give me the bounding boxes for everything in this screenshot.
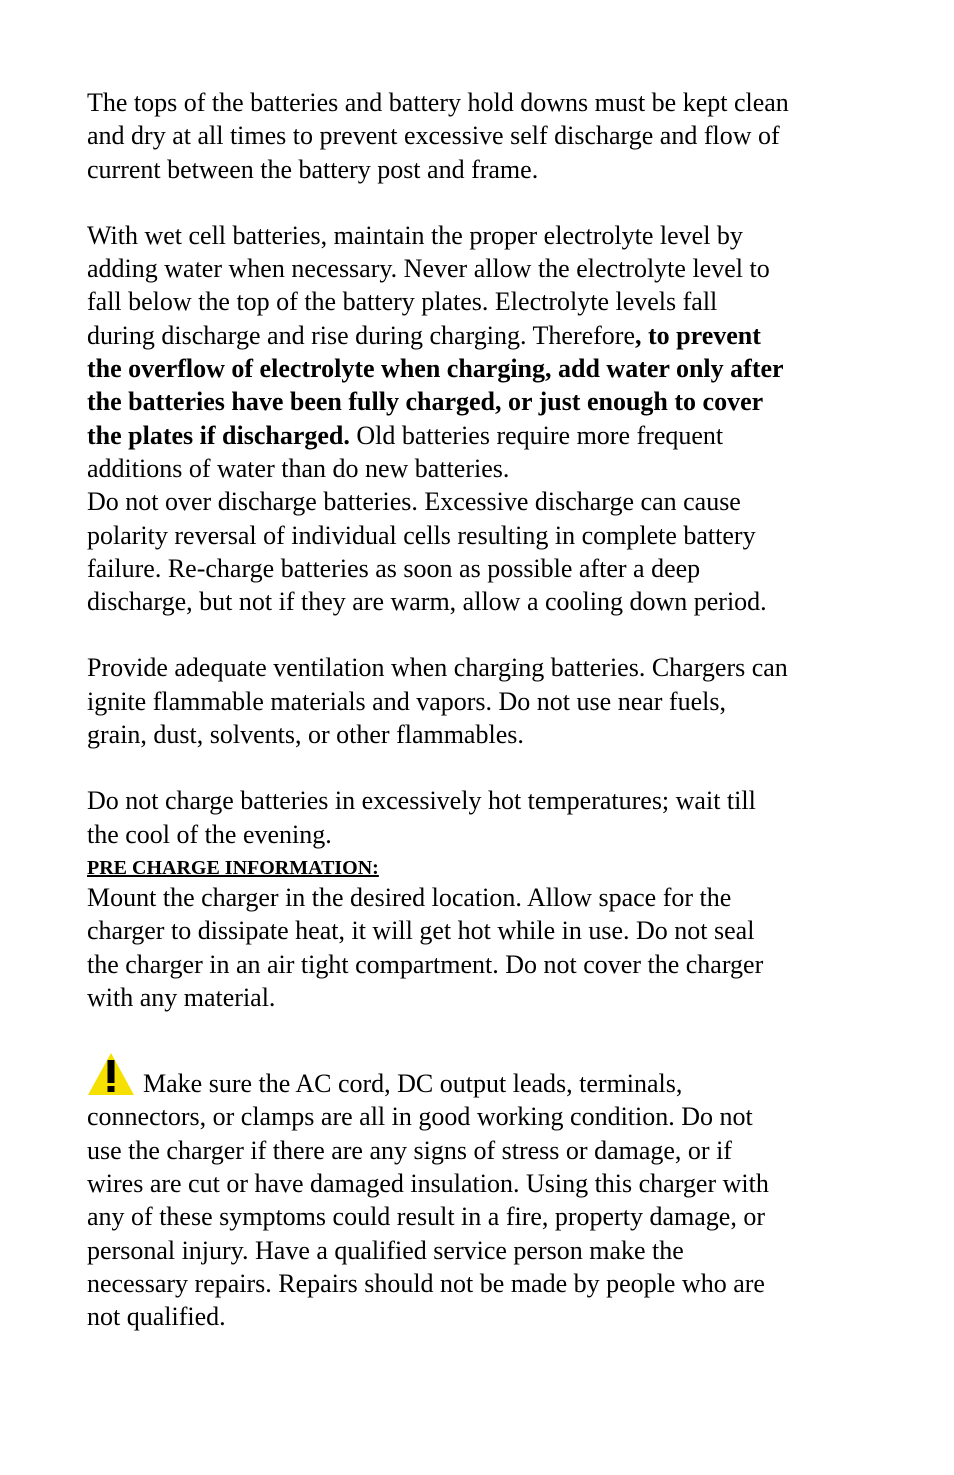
paragraph-spacer — [87, 186, 887, 219]
text-line: failure. Re-charge batteries as soon as possible after a deep — [87, 553, 701, 583]
paragraph-spacer — [87, 751, 887, 784]
text-line: connectors, or clamps are all in good working condition. Do not — [87, 1102, 753, 1132]
text-line: fall below the top of the battery plates. Electrolyte levels fall — [87, 287, 718, 317]
text-line: Mount the charger in the desired location. Allow space for the — [87, 882, 732, 912]
paragraph-over-discharge — [87, 485, 887, 618]
text-line: the charger in an air tight compartment. Do not cover the charger — [87, 949, 764, 979]
document-page — [87, 86, 887, 1334]
text-line: Provide adequate ventilation when charging batteries. Chargers can — [87, 653, 788, 683]
text-line: charger to dissipate heat, it will get hot while in use. Do not seal — [87, 916, 755, 946]
paragraph-spacer — [87, 1014, 887, 1052]
text-line: grain, dust, solvents, or other flammables. — [87, 720, 524, 750]
text-line: discharge, but not if they are warm, allow a cooling down period. — [87, 587, 767, 617]
paragraph-ventilation — [87, 651, 887, 751]
text-line: necessary repairs. Repairs should not be made by people who are — [87, 1268, 765, 1298]
text-bold: the batteries have been fully charged, or just enough to cover — [87, 387, 764, 417]
text-line: additions of water than do new batteries. — [87, 453, 510, 483]
text-line: The tops of the batteries and battery hold downs must be kept clean — [87, 88, 789, 117]
paragraph-mount-charger — [87, 881, 887, 1014]
text-line — [87, 419, 887, 452]
paragraph-electrolyte — [87, 219, 887, 485]
text-normal: Make sure the AC cord, DC output leads, terminals, — [143, 1069, 683, 1099]
text-line: use the charger if there are any signs of stress or damage, or if — [87, 1135, 732, 1165]
section-heading-pre-charge: PRE CHARGE INFORMATION: — [87, 856, 379, 879]
text-line: any of these symptoms could result in a fire, property damage, or — [87, 1202, 765, 1232]
text-line — [87, 1052, 887, 1100]
paragraph-warning — [87, 1052, 887, 1333]
text-line — [87, 319, 887, 352]
text-line: not qualified. — [87, 1302, 226, 1332]
paragraph-hot-temperatures — [87, 784, 887, 851]
text-line: personal injury. Have a qualified service person make the — [87, 1235, 684, 1265]
paragraph-battery-tops — [87, 86, 887, 186]
text-line: and dry at all times to prevent excessive self discharge and flow of — [87, 121, 780, 151]
text-line: Do not charge batteries in excessively hot temperatures; wait till — [87, 786, 756, 816]
text-line: current between the battery post and frame. — [87, 154, 539, 184]
text-bold: the plates if discharged. — [87, 420, 350, 450]
text-bold: the overflow of electrolyte when charging, add water only after — [87, 354, 784, 384]
text-line: with any material. — [87, 982, 276, 1012]
text-line: Do not over discharge batteries. Excessive discharge can cause — [87, 487, 741, 517]
text-line — [87, 385, 887, 418]
paragraph-spacer — [87, 618, 887, 651]
text-line — [87, 352, 887, 385]
text-line: adding water when necessary. Never allow the electrolyte level to — [87, 254, 770, 284]
text-line: polarity reversal of individual cells resulting in complete battery — [87, 520, 756, 550]
text-normal: during discharge and rise during charging. Therefore — [87, 320, 635, 350]
text-line: the cool of the evening. — [87, 819, 332, 849]
warning-triangle-icon — [87, 1052, 135, 1096]
text-line: wires are cut or have damaged insulation. Using this charger with — [87, 1169, 769, 1199]
text-normal: Old batteries require more frequent — [349, 420, 724, 450]
text-bold: , to prevent — [635, 320, 761, 350]
text-line: ignite flammable materials and vapors. Do not use near fuels, — [87, 686, 726, 716]
text-line: With wet cell batteries, maintain the proper electrolyte level by — [87, 220, 743, 250]
